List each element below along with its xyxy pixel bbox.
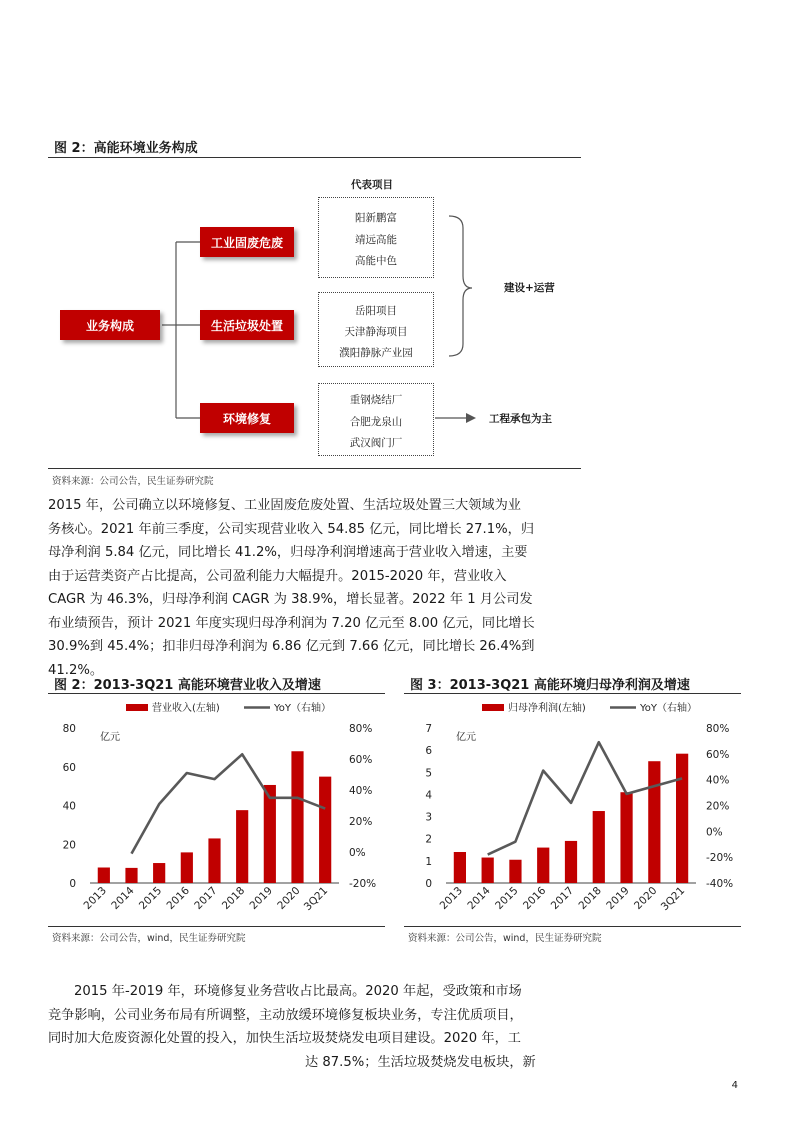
x-tick-label: 2020	[632, 884, 660, 913]
x-tick-label: 2015	[136, 884, 165, 913]
branch-domestic-waste: 生活垃圾处置	[200, 310, 294, 340]
y-axis-unit-label: 亿元	[456, 732, 476, 743]
bar-3Q21	[676, 754, 688, 883]
y2-tick-label: 80%	[706, 723, 730, 735]
text-line: 务核心。2021 年前三季度，公司实现营业收入 54.85 亿元，同比增长 27.1%，归	[48, 521, 535, 537]
legend-line-label: YoY（右轴）	[640, 703, 698, 714]
project-item: 濮阳静脉产业园	[339, 347, 413, 359]
bar-2016	[537, 848, 549, 883]
chart-right-bottom-rule	[404, 926, 741, 927]
chart-left-bottom-rule	[48, 926, 385, 927]
y-tick-label: 0	[425, 878, 432, 890]
project-item: 靖远高能	[355, 234, 397, 246]
text-line: 母净利润 5.84 亿元，同比增长 41.2%，归母净利润增速高于营业收入增速，主要	[48, 545, 528, 560]
y-tick-label: 80	[62, 723, 76, 735]
y2-tick-label: 40%	[349, 785, 373, 797]
branch-remediation: 环境修复	[200, 403, 294, 433]
chart-right-svg	[404, 695, 744, 925]
group-industrial	[318, 197, 434, 278]
bar-2020	[648, 761, 660, 883]
project-item: 高能中色	[355, 255, 397, 267]
x-tick-label: 2016	[520, 884, 549, 913]
figure1-title: 图 2：高能环境业务构成	[54, 141, 198, 156]
text-line: 达 87.5%；生活垃圾焚烧发电板块，新	[305, 1054, 536, 1070]
y-axis-unit-label: 亿元	[100, 732, 120, 743]
bar-2014	[482, 858, 494, 883]
body-paragraph-2	[48, 980, 536, 1074]
y2-tick-label: -40%	[706, 878, 734, 890]
legend-bar-label: 归母净利润(左轴)	[508, 703, 586, 714]
y2-tick-label: 40%	[706, 774, 730, 787]
branch-industrial-waste: 工业固废危废	[200, 227, 294, 257]
bar-2013	[454, 852, 466, 883]
x-tick-label: 2018	[576, 884, 604, 913]
chart-right-title: 图 3：2013-3Q21 高能环境归母净利润及增速	[410, 678, 690, 693]
mode-build-operate: 建设+运营	[504, 282, 555, 294]
page-number: 4	[731, 1080, 738, 1091]
chart-left-source: 资料来源：公司公告，wind，民生证券研究院	[52, 933, 246, 944]
bar-2014	[125, 868, 137, 883]
y-tick-label: 7	[425, 723, 432, 735]
group-remediation	[318, 383, 434, 456]
y2-tick-label: 80%	[349, 723, 373, 735]
y2-tick-label: 0%	[706, 826, 723, 839]
y-tick-label: 2	[425, 833, 432, 846]
project-item: 阳新鹏富	[355, 212, 397, 224]
y2-tick-label: 60%	[349, 754, 373, 766]
group-domestic	[318, 292, 434, 367]
text-line: 30.9%到 45.4%；扣非归母净利润为 6.86 亿元到 7.66 亿元，同比增长 26.4%到	[48, 639, 535, 654]
bar-3Q21	[319, 777, 331, 883]
text-line: 2015 年-2019 年，环境修复业务营收占比最高。2020 年起，受政策和市场	[74, 984, 522, 999]
x-tick-label: 2018	[219, 884, 248, 913]
legend-line-label: YoY（右轴）	[274, 703, 332, 714]
x-tick-label: 2014	[109, 884, 137, 913]
project-item: 岳阳项目	[355, 305, 397, 317]
x-tick-label: 3Q21	[658, 884, 688, 914]
bar-2019	[620, 792, 632, 883]
bar-2016	[181, 852, 193, 883]
project-item: 武汉阀门厂	[349, 437, 403, 449]
chart-right-source: 资料来源：公司公告，wind，民生证券研究院	[408, 933, 602, 944]
bar-2020	[291, 751, 303, 883]
project-item: 天津静海项目	[344, 326, 408, 338]
y-tick-label: 5	[425, 767, 432, 780]
y-tick-label: 4	[425, 789, 432, 802]
text-line: 布业绩预告，预计 2021 年度实现归母净利润为 7.20 亿元至 8.00 亿元，同比增长	[48, 615, 535, 631]
figure1-source: 资料来源：公司公告，民生证券研究院	[52, 476, 214, 487]
text-line: 同时加大危废资源化处置的投入，加快生活垃圾焚烧发电项目建设。2020 年，工	[48, 1031, 521, 1046]
bar-2017	[565, 841, 577, 883]
chart-left-title: 图 2：2013-3Q21 高能环境营业收入及增速	[54, 678, 321, 693]
x-tick-label: 2015	[493, 884, 521, 913]
bar-2018	[593, 811, 605, 883]
y-tick-label: 0	[69, 878, 76, 890]
x-tick-label: 2013	[437, 884, 466, 913]
x-tick-label: 3Q21	[301, 884, 331, 914]
y2-tick-label: -20%	[706, 852, 734, 865]
y2-tick-label: 60%	[706, 748, 730, 761]
rep-projects-header: 代表项目	[351, 179, 393, 191]
bar-2015	[509, 860, 521, 883]
x-tick-label: 2020	[275, 884, 303, 913]
x-tick-label: 2014	[465, 884, 493, 913]
legend-bar-swatch	[126, 704, 148, 711]
legend-bar-swatch	[482, 704, 504, 711]
bar-2018	[236, 810, 248, 883]
bar-2017	[208, 838, 220, 883]
body-paragraph-1	[48, 494, 535, 682]
y2-tick-label: 20%	[349, 816, 373, 828]
x-tick-label: 2016	[164, 884, 192, 913]
y-tick-label: 6	[425, 745, 432, 758]
x-tick-label: 2013	[81, 884, 109, 913]
project-item: 合肥龙泉山	[349, 416, 403, 428]
text-line: 41.2%。	[48, 662, 104, 678]
figure1-bottom-rule	[48, 468, 581, 469]
chart-right-top-rule	[404, 693, 741, 694]
legend-bar-label: 营业收入(左轴)	[152, 703, 220, 714]
text-line: 2015 年，公司确立以环境修复、工业固废危废处置、生活垃圾处置三大领域为业	[48, 498, 521, 513]
bar-2013	[98, 868, 110, 884]
y-tick-label: 60	[62, 761, 76, 774]
x-tick-label: 2019	[247, 884, 275, 913]
y-tick-label: 40	[62, 800, 76, 813]
text-line: CAGR 为 46.3%，归母净利润 CAGR 为 38.9%，增长显著。2022 年 1 月公司发	[48, 592, 533, 607]
chart-left-top-rule	[48, 693, 385, 694]
y-tick-label: 3	[425, 811, 432, 824]
x-tick-label: 2017	[548, 884, 577, 913]
text-line: 竞争影响，公司业务布局有所调整，主动放缓环境修复板块业务，专注优质项目，	[48, 1007, 523, 1023]
chart-left-svg	[48, 695, 388, 925]
y2-tick-label: 20%	[706, 800, 730, 813]
project-item: 重钢烧结厂	[349, 394, 403, 406]
x-tick-label: 2017	[192, 884, 220, 913]
y2-tick-label: 0%	[349, 847, 366, 859]
bar-2015	[153, 863, 165, 883]
y-tick-label: 1	[425, 855, 432, 868]
mode-engineering: 工程承包为主	[489, 413, 552, 425]
y-tick-label: 20	[62, 839, 76, 852]
text-line: 由于运营类资产占比提高，公司盈利能力大幅提升。2015-2020 年，营业收入	[48, 568, 507, 584]
root-business-box: 业务构成	[60, 310, 160, 340]
y2-tick-label: -20%	[349, 878, 377, 890]
bar-2019	[264, 785, 276, 883]
x-tick-label: 2019	[604, 884, 632, 913]
